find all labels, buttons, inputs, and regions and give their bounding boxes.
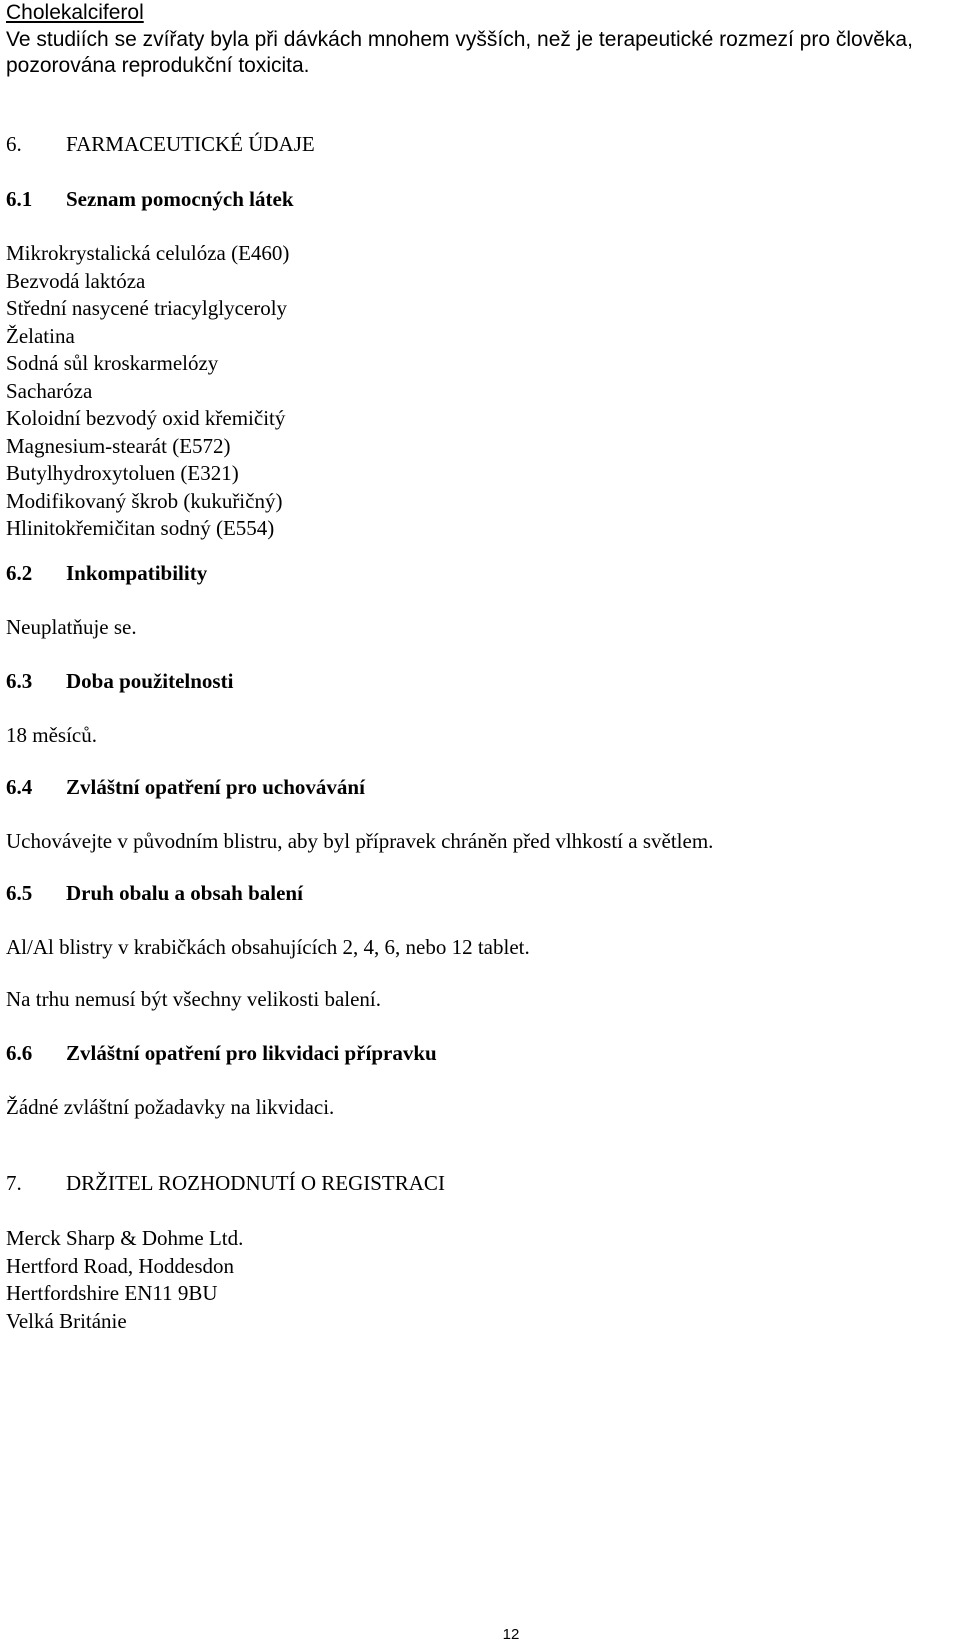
address-line: Hertfordshire EN11 9BU [6, 1281, 218, 1305]
section-6-heading [6, 131, 315, 157]
section-6-5-heading [6, 880, 303, 906]
section-7-heading [6, 1170, 445, 1196]
section-6-1-heading [6, 186, 294, 212]
section-6-4-text: Uchovávejte v původním blistru, aby byl přípravek chráněn před vlhkostí a světlem. [6, 829, 714, 853]
section-6-5-text-2: Na trhu nemusí být všechny velikosti balení. [6, 987, 382, 1011]
section-6-3-number: 6.3 [6, 669, 33, 693]
address-line: Hertford Road, Hoddesdon [6, 1253, 235, 1278]
section-6-2-heading [6, 560, 207, 586]
list-item: Sacharóza [6, 378, 93, 403]
intro-text-line-1: Ve studiích se zvířaty byla při dávkách mnohem vyšších, než je terapeutické rozmezí pro člověka, [6, 28, 913, 51]
section-6-1-number: 6.1 [6, 187, 33, 211]
section-6-2-title: Inkompatibility [66, 561, 208, 585]
list-item: Hlinitokřemičitan sodný (E554) [6, 516, 275, 540]
intro-text-line-2: pozorována reprodukční toxicita. [6, 54, 310, 77]
section-7-title: DRŽITEL ROZHODNUTÍ O REGISTRACI [66, 1171, 445, 1195]
section-6-5-title: Druh obalu a obsah balení [66, 881, 303, 905]
page-number: 12 [502, 1626, 520, 1643]
section-6-3-title: Doba použitelnosti [66, 669, 234, 693]
mah-address [6, 1225, 243, 1335]
address-line: Merck Sharp & Dohme Ltd. [6, 1226, 244, 1250]
section-6-3-text: 18 měsíců. [6, 723, 97, 747]
section-6-2-number: 6.2 [6, 561, 33, 585]
excipient-list [6, 240, 289, 543]
address-line: Velká Británie [6, 1308, 127, 1333]
list-item: Želatina [6, 323, 75, 348]
section-7-number: 7. [6, 1171, 22, 1195]
section-6-3-heading [6, 668, 233, 694]
list-item: Bezvodá laktóza [6, 268, 146, 293]
section-6-4-title: Zvláštní opatření pro uchovávání [66, 775, 365, 799]
section-6-4-number: 6.4 [6, 775, 33, 799]
list-item: Koloidní bezvodý oxid křemičitý [6, 406, 286, 430]
section-6-5-number: 6.5 [6, 881, 33, 905]
section-6-2-text: Neuplatňuje se. [6, 615, 137, 639]
section-6-number: 6. [6, 132, 22, 156]
section-6-6-heading [6, 1040, 437, 1066]
list-item: Mikrokrystalická celulóza (E460) [6, 241, 290, 265]
section-6-title: FARMACEUTICKÉ ÚDAJE [66, 132, 315, 156]
section-6-4-heading [6, 774, 365, 800]
list-item: Modifikovaný škrob (kukuřičný) [6, 488, 283, 513]
list-item: Střední nasycené triacylglyceroly [6, 296, 288, 320]
list-item: Sodná sůl kroskarmelózy [6, 351, 219, 375]
section-6-1-title: Seznam pomocných látek [66, 187, 294, 211]
section-6-6-title: Zvláštní opatření pro likvidaci přípravku [66, 1041, 437, 1065]
section-6-6-number: 6.6 [6, 1041, 33, 1065]
list-item: Magnesium-stearát (E572) [6, 433, 231, 458]
section-6-5-text-1: Al/Al blistry v krabičkách obsahujících 2, 4, 6, nebo 12 tablet. [6, 935, 530, 959]
intro-heading: Cholekalciferol [6, 1, 144, 24]
section-6-6-text: Žádné zvláštní požadavky na likvidaci. [6, 1095, 335, 1119]
list-item: Butylhydroxytoluen (E321) [6, 461, 239, 485]
